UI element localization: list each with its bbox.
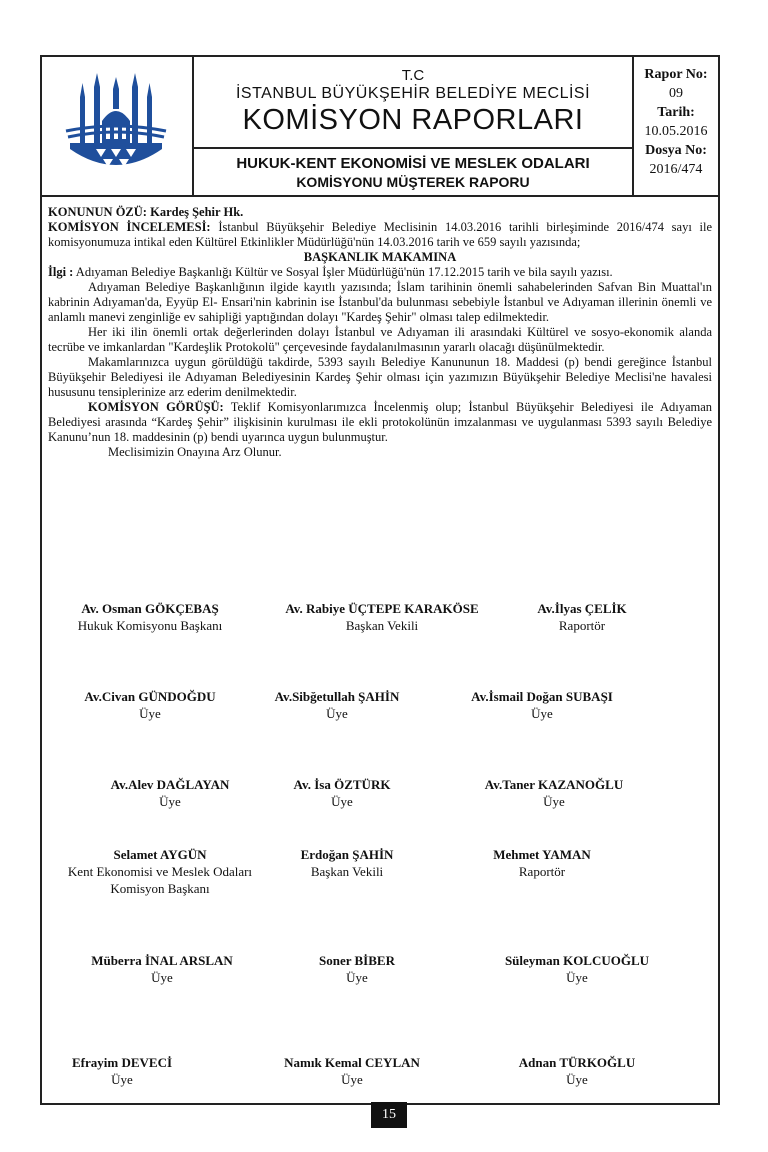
report-title: KOMİSYON RAPORLARI (242, 104, 584, 136)
closing-line: Meclisimizin Onayına Arz Olunur. (108, 445, 282, 459)
signer-name: Namık Kemal CEYLAN (284, 1055, 420, 1070)
signature-block (50, 600, 250, 634)
signer-name: Süleyman KOLCUOĞLU (504, 953, 650, 968)
signer-role: Üye (111, 1072, 133, 1087)
signer-role: Üye (139, 706, 161, 721)
paragraph-3: Makamlarınızca uygun görüldüğü takdirde, 5393 sayılı Belediye Kanununun 18. Maddesi (p) bendi gereğince İstanbul Büyükşehir Belediyesi ile Adıyaman Belediyesinin Kardeş Şehir olması için yazımızın Büyükşehir Belediye Meclisi'ne havalesi hususunu tensiplerinize arz ederim denilmektedir. (48, 355, 712, 399)
signer-role: Hukuk Komisyonu Başkanı (77, 618, 223, 633)
signer-role: Üye (341, 1072, 363, 1087)
signature-block (50, 688, 250, 722)
subject-line (48, 205, 712, 220)
signer-role: Üye (531, 706, 553, 721)
subject-text: Kardeş Şehir Hk. (146, 205, 244, 219)
signer-name: Av.İlyas ÇELİK (537, 601, 627, 616)
signer-name: Av.Taner KAZANOĞLU (484, 777, 624, 792)
signature-block (267, 952, 447, 986)
signature-block (42, 846, 278, 897)
review-paragraph (48, 220, 712, 250)
report-no-label: Rapor No: (644, 67, 708, 82)
signer-role: Raportör (518, 864, 566, 879)
report-frame (40, 55, 720, 1105)
reference-paragraph (48, 265, 712, 280)
signer-role: Başkan Vekili (345, 618, 419, 633)
signature-block (442, 688, 642, 722)
signer-role: Kent Ekonomisi ve Meslek Odaları (67, 864, 253, 879)
opinion-paragraph (48, 400, 712, 445)
signer-name: Av.Civan GÜNDOĞDU (84, 689, 216, 704)
subject-label: KONUNUN ÖZÜ: (48, 205, 147, 219)
signature-block (42, 1054, 202, 1088)
date-value: 10.05.2016 (644, 124, 708, 139)
signature-block (452, 846, 632, 880)
signature-block (262, 600, 502, 634)
reference-text: Adıyaman Belediye Başkanlığı Kültür ve Sosyal İşler Müdürlüğü'nün 17.12.2015 tarih ve bila sayılı yazısı. (73, 265, 613, 279)
reference-label: İlgi : (48, 265, 74, 279)
file-no-label: Dosya No: (645, 143, 707, 158)
signature-block (232, 688, 442, 722)
commission-subtitle-2: KOMİSYONU MÜŞTEREK RAPORU (296, 174, 530, 190)
signer-name: Av.İsmail Doğan SUBAŞI (471, 689, 613, 704)
signer-role: Üye (346, 970, 368, 985)
title-divider (194, 147, 632, 149)
signer-name: Mehmet YAMAN (493, 847, 591, 862)
report-body (48, 205, 712, 460)
date-label: Tarih: (657, 105, 695, 120)
report-header (42, 57, 718, 197)
signature-block (62, 952, 262, 986)
signer-name: Av.Alev DAĞLAYAN (110, 777, 230, 792)
signer-role: Başkan Vekili (310, 864, 384, 879)
signer-role: Üye (159, 794, 181, 809)
page-number: 15 (371, 1102, 407, 1128)
file-no-value: 2016/474 (649, 162, 703, 177)
signer-role: Üye (326, 706, 348, 721)
signer-name: Müberra İNAL ARSLAN (91, 953, 233, 968)
signer-name: Selamet AYGÜN (113, 847, 207, 862)
report-no-value: 09 (669, 86, 683, 101)
signer-role-line2: Komisyon Başkanı (110, 881, 210, 896)
signer-name: Soner BİBER (319, 953, 395, 968)
signer-role: Üye (566, 970, 588, 985)
signer-name: Erdoğan ŞAHİN (300, 847, 394, 862)
signature-block (492, 1054, 662, 1088)
commission-subtitle-1: HUKUK-KENT EKONOMİSİ VE MESLEK ODALARI (236, 155, 590, 172)
tc-label: T.C (401, 67, 425, 84)
signer-name: Efrayim DEVECİ (71, 1055, 173, 1070)
opinion-label: KOMİSYON GÖRÜŞÜ: (88, 400, 224, 414)
report-meta (632, 57, 718, 195)
signer-name: Av. Osman GÖKÇEBAŞ (81, 601, 219, 616)
opinion-text: Teklif Komisyonlarımızca İncelenmiş olup; İstanbul Büyükşehir Belediyesi ile Adıyaman Belediyesi arasında “Kardeş Şehir” ilişkisinin kurulması ile ekli protokolünün imzalanması ve uygulanması 5393 sayılı Belediye Kanunu’nun 18. maddesinin (p) bendi uyarınca uygun bulunmuştur. (48, 400, 713, 444)
signer-role: Üye (151, 970, 173, 985)
title-box (194, 57, 632, 195)
signer-role: Üye (331, 794, 353, 809)
signer-role: Raportör (558, 618, 606, 633)
signer-name: Adnan TÜRKOĞLU (518, 1055, 636, 1070)
paragraph-1: Adıyaman Belediye Başkanlığının ilgide kayıtlı yazısında; İslam tarihinin önemli sahabelerinden Safvan Bin Muattal'ın kabrinin Adıyaman'da, Eyyüp El- Ensari'nin kabrinin ise İstanbul'da bulunması sebebiyle İstanbul ve Adıyaman illerinin önemli ve anlamlı manevi zenginliğe ev sahipliği yaptığından dolayı "Kardeş Şehir" olması talep edilmektedir. (48, 280, 712, 324)
signature-block (454, 776, 654, 810)
signature-block (242, 776, 442, 810)
signature-block (70, 776, 270, 810)
signer-role: Üye (566, 1072, 588, 1087)
council-name: İSTANBUL BÜYÜKŞEHİR BELEDİYE MECLİSİ (235, 85, 591, 102)
signer-name: Av. Rabiye ÜÇTEPE KARAKÖSE (285, 601, 479, 616)
signer-role: Üye (543, 794, 565, 809)
signature-block (262, 846, 432, 880)
logo-box (42, 57, 194, 195)
ibb-logo-icon (56, 69, 176, 181)
review-label: KOMİSYON İNCELEMESİ: (48, 220, 211, 234)
signer-name: Av.Sibğetullah ŞAHİN (274, 689, 400, 704)
review-text: İstanbul Büyükşehir Belediye Meclisinin 14.03.2016 tarihli birleşiminde 2016/474 sayı ile komisyonumuza intikal eden Kültürel Etkinlikler Müdürlüğü'nün 14.03.2016 tarih ve 659 sayılı yazısında; (48, 220, 712, 249)
addressee: BAŞKANLIK MAKAMINA (303, 250, 457, 264)
signature-block (252, 1054, 452, 1088)
signer-name: Av. İsa ÖZTÜRK (293, 777, 391, 792)
signature-block (472, 952, 682, 986)
paragraph-2: Her iki ilin önemli ortak değerlerinden dolayı İstanbul ve Adıyaman ili arasındaki Kültürel ve sosyo-ekonomik alanda tecrübe ve imkanlardan "Kardeşlik Protokolü" çerçevesinde faydalanılmasının yararlı olacağı düşünülmektedir. (48, 325, 712, 354)
signature-block (492, 600, 672, 634)
